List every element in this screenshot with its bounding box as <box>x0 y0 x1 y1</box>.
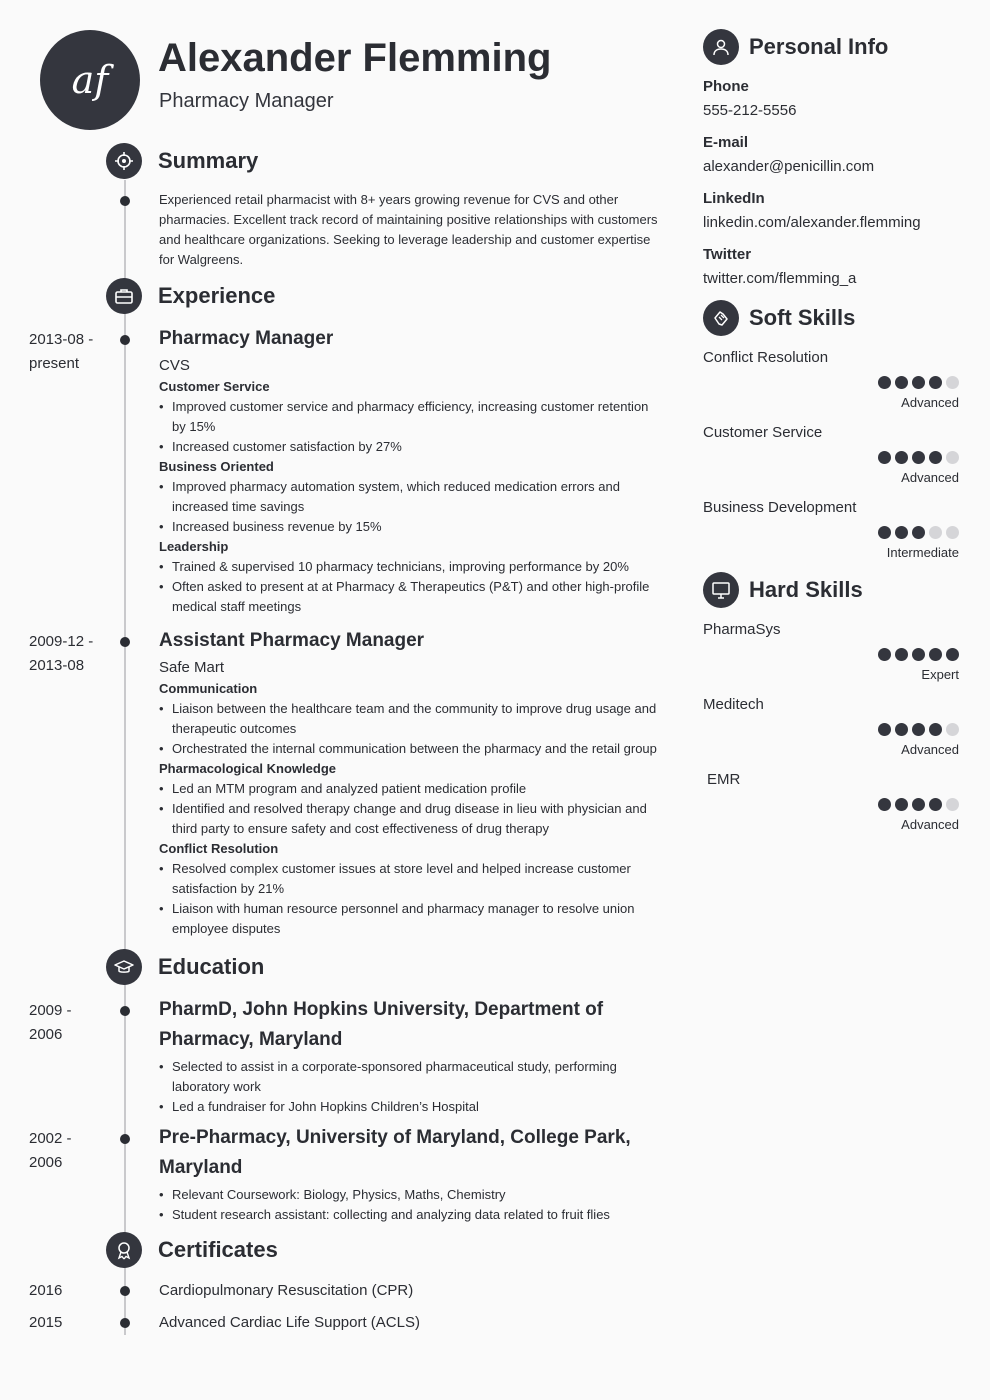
rating-dot-filled <box>929 723 942 736</box>
summary-heading <box>106 143 258 179</box>
target-icon <box>106 143 142 179</box>
linkedin-value[interactable]: linkedin.com/alexander.flemming <box>703 214 921 231</box>
graduation-cap-icon <box>106 949 142 985</box>
experience-title: Experience <box>158 283 276 308</box>
timeline-dot <box>120 1134 130 1144</box>
education-title-text: PharmD, John Hopkins University, Department of Pharmacy, Maryland <box>159 999 604 1050</box>
hard-skills-title: Hard Skills <box>749 577 863 602</box>
timeline-dot <box>120 1286 130 1296</box>
skill-level: Intermediate <box>886 545 959 560</box>
rating-dot-filled <box>895 526 908 539</box>
rating-dot-filled <box>878 526 891 539</box>
phone-label: Phone <box>703 78 749 95</box>
job-entry <box>159 629 664 939</box>
education-date-from: 2009 - <box>29 1002 72 1019</box>
rating-dot-filled <box>946 648 959 661</box>
rating-dot-empty <box>946 451 959 464</box>
timeline-line <box>124 180 126 1335</box>
education-title-text: Pre-Pharmacy, University of Maryland, College Park, Maryland <box>159 1127 631 1178</box>
education-date <box>29 1127 109 1175</box>
user-icon <box>703 29 739 65</box>
education-title: Education <box>158 954 265 979</box>
job-date <box>29 630 109 678</box>
education-bullets <box>159 1057 664 1117</box>
avatar <box>40 30 140 130</box>
skill-rating <box>878 798 959 811</box>
avatar-initials: af <box>71 58 109 102</box>
skill-rating <box>878 526 959 539</box>
candidate-title: Pharmacy Manager <box>159 90 334 112</box>
education-entry <box>159 1123 664 1225</box>
list-item: • Often asked to present at at Pharmacy & Therapeutics (P&T) and other high-profile medical staff meetings <box>159 577 664 617</box>
rating-dot-filled <box>929 376 942 389</box>
certificate-year: 2016 <box>29 1282 63 1299</box>
rating-dot-filled <box>912 526 925 539</box>
summary-text: Experienced retail pharmacist with 8+ years growing revenue for CVS and other pharmacies. Excellent track record of maintaining positive relationships with customers and healthcare organizations. Seeking to leverage leadership and customer expertise for Walgreens. <box>159 192 658 267</box>
list-item: • Orchestrated the internal communication between the pharmacy and the retail group <box>159 739 664 759</box>
monitor-icon <box>703 572 739 608</box>
job-bullets <box>159 699 664 759</box>
education-entry <box>159 995 664 1117</box>
hard-skills-heading <box>703 572 863 608</box>
list-item: • Student research assistant: collecting and analyzing data related to fruit flies <box>159 1205 664 1225</box>
job-date-from: 2013-08 - <box>29 331 94 348</box>
timeline-dot <box>120 196 130 206</box>
rating-dot-empty <box>946 376 959 389</box>
rating-dot-filled <box>878 798 891 811</box>
job-bullets <box>159 859 664 939</box>
skill-name: Customer Service <box>703 424 823 441</box>
rating-dot-filled <box>912 723 925 736</box>
rating-dot-empty <box>946 723 959 736</box>
job-entry <box>159 327 664 617</box>
linkedin-label: LinkedIn <box>703 190 765 207</box>
rating-dot-filled <box>912 798 925 811</box>
summary-title: Summary <box>158 148 259 173</box>
job-group-label: Business Oriented <box>159 459 274 474</box>
rating-dot-filled <box>912 648 925 661</box>
skill-rating <box>878 451 959 464</box>
list-item: • Improved customer service and pharmacy efficiency, increasing customer retention by 15% <box>159 397 664 437</box>
skill-name: Business Development <box>703 499 857 516</box>
briefcase-icon <box>106 278 142 314</box>
personal-info-title: Personal Info <box>749 34 889 59</box>
rating-dot-empty <box>946 798 959 811</box>
skill-rating <box>878 723 959 736</box>
list-item: • Led an MTM program and analyzed patient medication profile <box>159 779 664 799</box>
certificates-heading <box>106 1232 278 1268</box>
job-group-label: Pharmacological Knowledge <box>159 761 336 776</box>
email-label: E-mail <box>703 134 749 151</box>
email-value[interactable]: alexander@penicillin.com <box>703 158 875 175</box>
education-date-to: 2006 <box>29 1154 63 1171</box>
rating-dot-filled <box>895 451 908 464</box>
job-group-label: Customer Service <box>159 379 270 394</box>
certificate-name: Advanced Cardiac Life Support (ACLS) <box>159 1314 420 1331</box>
timeline-dot <box>120 335 130 345</box>
job-title: Assistant Pharmacy Manager <box>159 630 425 651</box>
job-bullets <box>159 477 664 537</box>
job-date-to: 2013-08 <box>29 657 85 674</box>
skill-name: Meditech <box>703 696 764 713</box>
skill-name: EMR <box>707 771 741 788</box>
rating-dot-filled <box>929 451 942 464</box>
candidate-name: Alexander Flemming <box>158 36 552 80</box>
rating-dot-filled <box>912 376 925 389</box>
personal-info-heading <box>703 29 888 65</box>
job-date <box>29 328 109 376</box>
twitter-value[interactable]: twitter.com/flemming_a <box>703 270 857 287</box>
job-group-label: Leadership <box>159 539 229 554</box>
rating-dot-filled <box>912 451 925 464</box>
list-item: • Led a fundraiser for John Hopkins Children’s Hospital <box>159 1097 664 1117</box>
list-item: • Relevant Coursework: Biology, Physics, Maths, Chemistry <box>159 1185 664 1205</box>
timeline-dot <box>120 637 130 647</box>
skill-level: Advanced <box>901 742 959 757</box>
twitter-label: Twitter <box>703 246 752 263</box>
list-item: • Liaison between the healthcare team and the community to improve drug usage and therapeutic outcomes <box>159 699 664 739</box>
job-company: CVS <box>159 357 190 374</box>
rating-dot-filled <box>895 376 908 389</box>
list-item: • Resolved complex customer issues at store level and helped increase customer satisfaction by 21% <box>159 859 664 899</box>
rating-dot-filled <box>929 798 942 811</box>
experience-heading <box>106 278 275 314</box>
skill-rating <box>878 648 959 661</box>
list-item: • Liaison with human resource personnel and pharmacy manager to resolve union employee disputes <box>159 899 664 939</box>
skill-rating <box>878 376 959 389</box>
list-item: • Selected to assist in a corporate-sponsored pharmaceutical study, performing laboratory work <box>159 1057 664 1097</box>
certificate-name: Cardiopulmonary Resuscitation (CPR) <box>159 1282 414 1299</box>
certificates-title: Certificates <box>158 1237 278 1262</box>
list-item: • Trained & supervised 10 pharmacy technicians, improving performance by 20% <box>159 557 664 577</box>
job-group-label: Communication <box>159 681 258 696</box>
education-heading <box>106 949 264 985</box>
skill-name: Conflict Resolution <box>703 349 829 366</box>
education-bullets <box>159 1185 664 1225</box>
rating-dot-filled <box>878 376 891 389</box>
job-bullets <box>159 779 664 839</box>
list-item: • Increased business revenue by 15% <box>159 517 664 537</box>
rating-dot-filled <box>895 723 908 736</box>
timeline-dot <box>120 1006 130 1016</box>
puzzle-hand-icon <box>703 300 739 336</box>
list-item: • Identified and resolved therapy change and drug disease in lieu with physician and third party to ensure safety and cost effectiveness of drug therapy <box>159 799 664 839</box>
job-bullets <box>159 557 664 617</box>
rating-dot-filled <box>895 648 908 661</box>
rating-dot-empty <box>946 526 959 539</box>
job-company: Safe Mart <box>159 659 225 676</box>
rating-dot-filled <box>878 723 891 736</box>
rating-dot-filled <box>929 648 942 661</box>
job-date-from: 2009-12 - <box>29 633 94 650</box>
skill-level: Advanced <box>901 817 959 832</box>
job-group-label: Conflict Resolution <box>159 841 279 856</box>
education-date <box>29 999 109 1047</box>
education-date-to: 2006 <box>29 1026 63 1043</box>
skill-level: Advanced <box>901 470 959 485</box>
award-ribbon-icon <box>106 1232 142 1268</box>
job-bullets <box>159 397 664 457</box>
rating-dot-filled <box>878 648 891 661</box>
skill-level: Advanced <box>901 395 959 410</box>
list-item: • Improved pharmacy automation system, which reduced medication errors and increased time savings <box>159 477 664 517</box>
timeline-dot <box>120 1318 130 1328</box>
rating-dot-filled <box>878 451 891 464</box>
list-item: • Increased customer satisfaction by 27% <box>159 437 664 457</box>
job-date-to: present <box>29 355 80 372</box>
skill-name: PharmaSys <box>703 621 781 638</box>
soft-skills-title: Soft Skills <box>749 305 856 330</box>
rating-dot-empty <box>929 526 942 539</box>
rating-dot-filled <box>895 798 908 811</box>
soft-skills-heading <box>703 300 855 336</box>
certificate-year: 2015 <box>29 1314 63 1331</box>
phone-value: 555-212-5556 <box>703 102 797 119</box>
skill-level: Expert <box>921 667 959 682</box>
job-title: Pharmacy Manager <box>159 328 334 349</box>
education-date-from: 2002 - <box>29 1130 72 1147</box>
